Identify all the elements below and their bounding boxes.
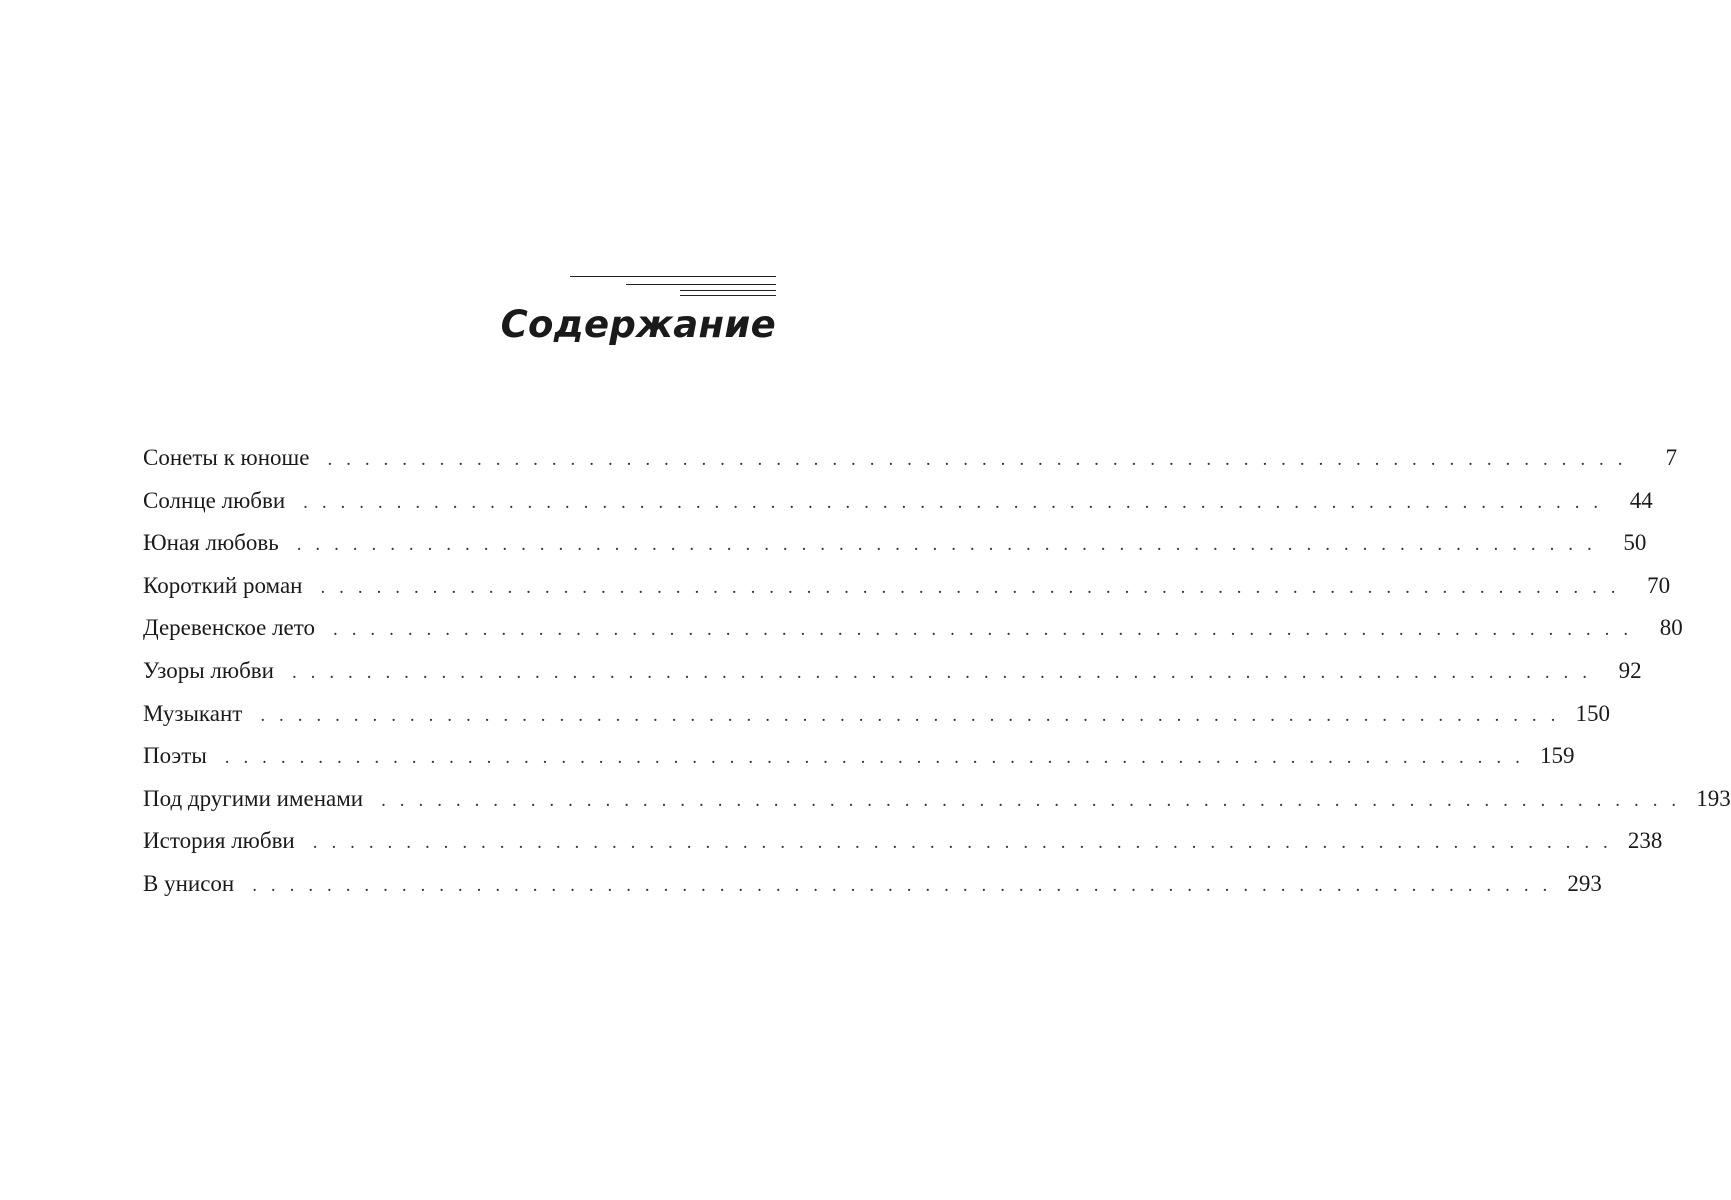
dot-leader: . . . . . . . . . . . . . . . . . . . . . . . . . . . . . . . . . . . . . . . . . . . . . . . . . . . . . . . . . . . . . . . . . . . . . . bbox=[327, 449, 1628, 470]
table-of-contents bbox=[143, 445, 1731, 914]
page-title: Содержание bbox=[500, 303, 776, 346]
toc-page-number: 50 bbox=[1623, 530, 1647, 556]
dot-leader: . . . . . . . . . . . . . . . . . . . . . . . . . . . . . . . . . . . . . . . . . . . . . . . . . . . . . . . . . . . . . . . . . . . . . . bbox=[381, 789, 1681, 811]
dot-leader: . . . . . . . . . . . . . . . . . . . . . . . . . . . . . . . . . . . . . . . . . . . . . . . . . . . . . . . . . . . . . . . . . . . . . . bbox=[303, 491, 1603, 513]
rule-line bbox=[570, 276, 776, 277]
toc-page-number: 193 bbox=[1696, 785, 1731, 811]
toc-entry-title: Узоры любви bbox=[143, 657, 274, 683]
toc-entry bbox=[143, 785, 1731, 829]
toc-entry bbox=[143, 743, 1575, 786]
rule-line bbox=[626, 284, 776, 285]
toc-entry bbox=[143, 487, 1653, 531]
toc-entry-title: Под другими именами bbox=[143, 785, 364, 811]
toc-entry bbox=[143, 657, 1642, 701]
rule-line bbox=[680, 290, 776, 291]
dot-leader: . . . . . . . . . . . . . . . . . . . . . . . . . . . . . . . . . . . . . . . . . . . . . . . . . . . . . . . . . . . . . . . . . . . . . . bbox=[320, 576, 1621, 598]
toc-entry-title: Юная любовь bbox=[143, 530, 279, 556]
decorative-rules bbox=[568, 274, 776, 298]
dot-leader: . . . . . . . . . . . . . . . . . . . . . . . . . . . . . . . . . . . . . . . . . . . . . . . . . . . . . . . . . . . . . . . . . . . . . . bbox=[224, 747, 1525, 769]
toc-page-number: 238 bbox=[1627, 828, 1663, 854]
toc-entry bbox=[143, 700, 1610, 744]
toc-entry-title: Сонеты к юноше bbox=[143, 445, 310, 470]
dot-leader: . . . . . . . . . . . . . . . . . . . . . . . . . . . . . . . . . . . . . . . . . . . . . . . . . . . . . . . . . . . . . . . . . . . . . . bbox=[296, 534, 1597, 556]
toc-entry bbox=[143, 828, 1663, 871]
toc-entry bbox=[143, 572, 1671, 616]
toc-page-number: 70 bbox=[1647, 572, 1671, 598]
toc-entry bbox=[143, 870, 1602, 914]
rule-line bbox=[680, 295, 776, 296]
dot-leader: . . . . . . . . . . . . . . . . . . . . . . . . . . . . . . . . . . . . . . . . . . . . . . . . . . . . . . . . . . . . . . . . . . . . . . bbox=[291, 661, 1592, 683]
toc-page-number: 44 bbox=[1629, 487, 1653, 513]
toc-page-number: 80 bbox=[1659, 615, 1683, 641]
dot-leader: . . . . . . . . . . . . . . . . . . . . . . . . . . . . . . . . . . . . . . . . . . . . . . . . . . . . . . . . . . . . . . . . . . . . . . bbox=[333, 619, 1633, 641]
toc-entry-title: История любви bbox=[143, 828, 295, 854]
toc-entry-title: Поэты bbox=[143, 743, 207, 769]
toc-page-number: 92 bbox=[1618, 657, 1642, 683]
toc-entry bbox=[143, 445, 1678, 488]
dot-leader: . . . . . . . . . . . . . . . . . . . . . . . . . . . . . . . . . . . . . . . . . . . . . . . . . . . . . . . . . . . . . . . . . . . . . . bbox=[260, 704, 1560, 726]
toc-page-number: 159 bbox=[1539, 743, 1575, 769]
toc-entry-title: Короткий роман bbox=[143, 572, 303, 598]
dot-leader: . . . . . . . . . . . . . . . . . . . . . . . . . . . . . . . . . . . . . . . . . . . . . . . . . . . . . . . . . . . . . . . . . . . . . . bbox=[312, 832, 1613, 854]
toc-entry-title: Деревенское лето bbox=[143, 615, 316, 641]
toc-entry bbox=[143, 530, 1647, 573]
toc-page-number: 150 bbox=[1575, 700, 1610, 726]
toc-entry-title: В унисон bbox=[143, 870, 235, 896]
dot-leader: . . . . . . . . . . . . . . . . . . . . . . . . . . . . . . . . . . . . . . . . . . . . . . . . . . . . . . . . . . . . . . . . . . . . . . bbox=[252, 874, 1552, 896]
toc-entry-title: Музыкант bbox=[143, 700, 243, 726]
toc-page-number: 7 bbox=[1665, 445, 1678, 470]
toc-page-number: 293 bbox=[1567, 870, 1602, 896]
toc-entry-title: Солнце любви bbox=[143, 487, 286, 513]
toc-entry bbox=[143, 615, 1683, 658]
